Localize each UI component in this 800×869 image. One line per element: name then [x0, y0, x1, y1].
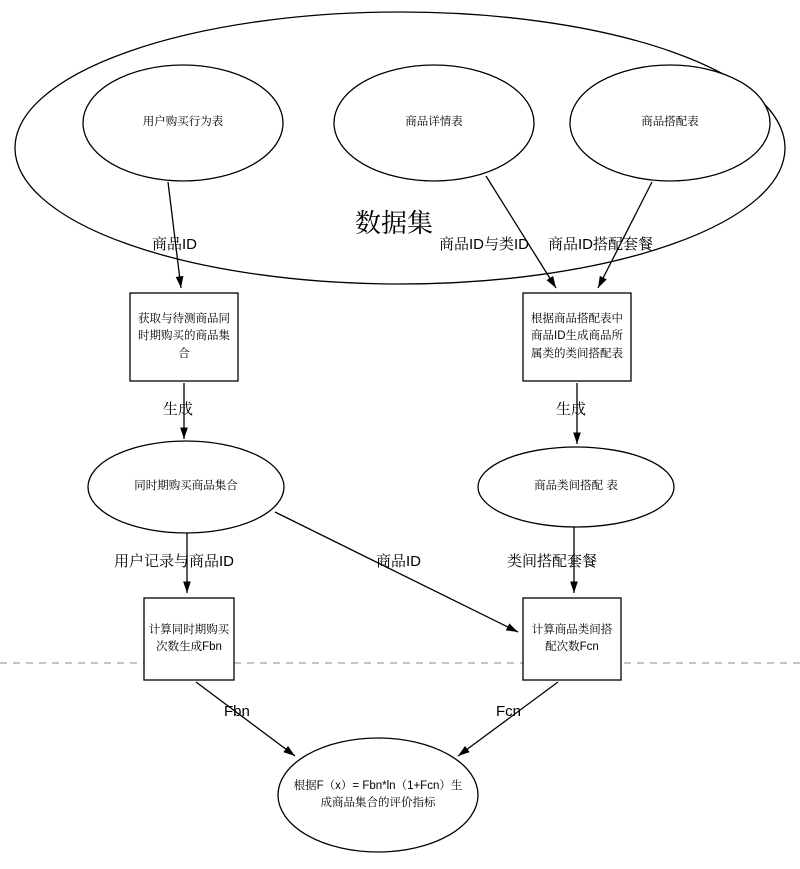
calc-fcn-box	[523, 598, 621, 680]
item-detail-label: 商品详情表	[405, 116, 463, 129]
user-behavior-ellipse	[83, 65, 283, 181]
get-cooccurrence-label: 获取与待测商品同时期购买的商品集合	[138, 313, 230, 360]
calc-fcn-label: 计算商品类间搭配次数Fcn	[531, 623, 613, 653]
edge-label-generate-left: 生成	[163, 401, 194, 418]
gen-class-match-label: 根据商品搭配表中商品ID生成商品所属类的类间搭配表	[531, 313, 623, 360]
calc-fbn-label: 计算同时期购买次数生成Fbn	[148, 623, 230, 653]
edge-label-generate-right: 生成	[556, 401, 587, 418]
cooccurrence-set-ellipse	[88, 441, 284, 533]
edge-label-fbn: Fbn	[224, 703, 250, 720]
class-match-table-ellipse	[478, 447, 674, 527]
edge-label-item-id-mid: 商品ID	[376, 553, 422, 570]
item-detail-ellipse	[334, 65, 534, 181]
class-match-table-label: 商品类间搭配 表	[534, 480, 618, 493]
item-match-label: 商品搭配表	[641, 116, 699, 129]
edge-label-class-match-set: 类间搭配套餐	[507, 553, 598, 570]
calc-fbn-box	[144, 598, 234, 680]
item-match-ellipse	[570, 65, 770, 181]
result-label: 根据F（x）= Fbn*ln（1+Fcn）生成商品集合的评价指标	[293, 779, 463, 809]
edge-label-user-record-and-item-id: 用户记录与商品ID	[114, 553, 235, 570]
cooccurrence-set-label: 同时期购买商品集合	[134, 480, 238, 493]
edge-label-item-id-left: 商品ID	[152, 236, 198, 253]
dataset-title: 数据集	[355, 208, 434, 238]
arrow-cooccurrence-to-fcn	[275, 512, 518, 632]
get-cooccurrence-box	[130, 293, 238, 381]
edge-label-item-and-class-id: 商品ID与类ID	[439, 236, 530, 253]
gen-class-match-box	[523, 293, 631, 381]
result-ellipse	[278, 738, 478, 852]
user-behavior-label: 用户购买行为表	[142, 116, 224, 129]
edge-label-item-id-match-set: 商品ID搭配套餐	[548, 236, 654, 253]
edge-label-fcn: Fcn	[496, 703, 522, 720]
